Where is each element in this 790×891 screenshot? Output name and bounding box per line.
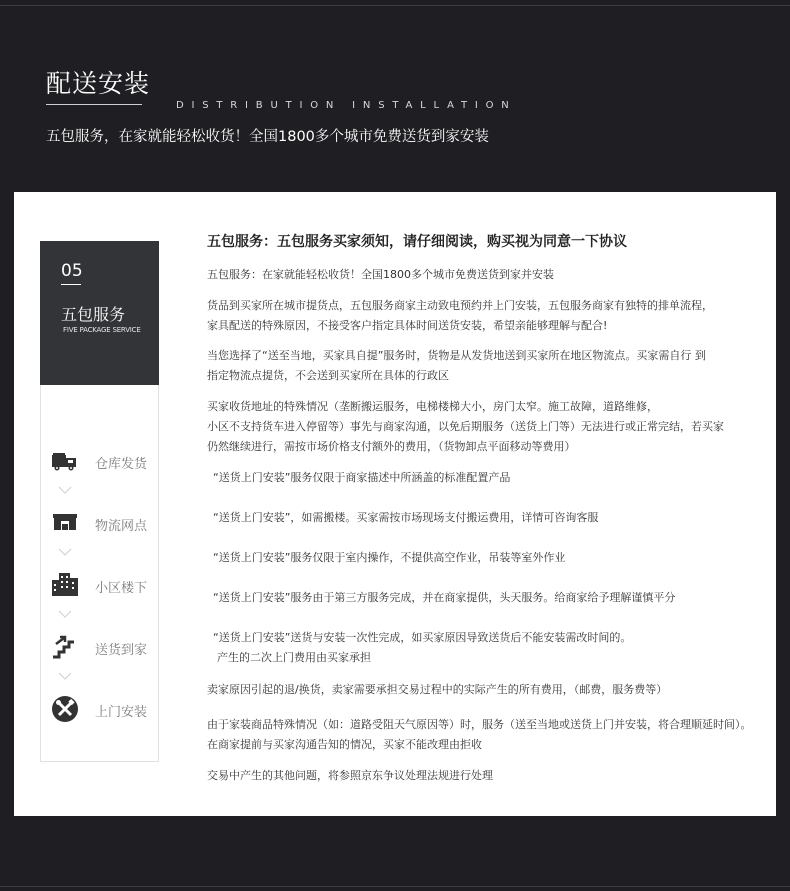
section-number: 05 [61,261,83,281]
terms-heading: 五包服务：五包服务买家须知，请仔细阅读，购买视为同意一下协议 [207,234,627,250]
step-warehouse [50,446,155,476]
terms-line: 产生的二次上门费用由买家承担 [217,651,371,664]
terms-line: 交易中产生的其他问题，将参照京东争议处理法规进行处理 [207,769,493,782]
step-home-delivery [50,632,155,662]
step-label: 仓库发货 [95,457,148,472]
terms-line: 货品到买家所在城市提货点，五包服务商家主动致电预约并上门安装，五包服务商家有独特的排单流程， [207,299,713,312]
number-underline [61,284,81,285]
section-tagline: 五包服务，在家就能轻松收货！全国1800多个城市免费送货到家安装 [46,129,489,145]
step-label: 物流网点 [95,519,148,534]
step-installation [50,694,155,724]
step-label: 小区楼下 [95,581,148,596]
terms-line: 由于家装商品特殊情况（如：道路受阻天气原因等）时，服务（送至当地或送货上门并安装，将合理顺延时间）。 [207,718,752,731]
terms-line: 买家收货地址的特殊情况（垄断搬运服务，电梯楼梯大小，房门太窄。施工故障，道路维修， [207,400,658,413]
terms-line: “送货上门安装”服务仅限于室内操作，不提供高空作业，吊装等室外作业 [213,551,566,564]
chevron-down-icon [58,609,72,619]
step-building [50,570,155,600]
chevron-down-icon [58,671,72,681]
stairs-delivery-icon [50,632,80,662]
section-subtitle-en: DISTRIBUTION INSTALLATION [176,100,517,111]
terms-line: 家具配送的特殊原因，不接受客户指定具体时间送货安装，希望亲能够理解与配合! [207,319,608,332]
step-label: 上门安装 [95,705,148,720]
tools-install-icon [50,694,80,724]
terms-line: 指定物流点提货，不会送到买家所在具体的行政区 [207,369,449,382]
terms-line: 卖家原因引起的退/换货，卖家需要承担交易过程中的实际产生的所有费用，（邮费，服务费等） [207,683,668,696]
chevron-down-icon [58,547,72,557]
top-divider [0,5,790,6]
step-label: 送货到家 [95,643,148,658]
section-title: 配送安装 [46,69,151,98]
terms-line: 小区不支持货车进入停留等）事先与商家沟通，以免后期服务（送货上门等）无法进行或正常完结，若买家 [207,420,724,433]
terms-line: “送货上门安装”送货与安装一次性完成，如买家原因导致送货后不能安装需改时间的。 [213,631,632,644]
terms-line: 五包服务：在家就能轻松收货！全国1800多个城市免费送货到家并安装 [207,268,554,281]
chevron-down-icon [58,485,72,495]
sidebar-header [40,241,159,385]
logistics-station-icon [50,508,80,538]
service-sidebar [40,241,159,762]
terms-line: “送货上门安装”服务仅限于商家描述中所涵盖的标准配置产品 [213,471,511,484]
title-underline [46,104,142,105]
sidebar-title-en: FIVE PACKAGE SERVICE [63,326,141,334]
sidebar-title: 五包服务 [61,305,126,324]
terms-line: 仍然继续进行，需按市场价格支付额外的费用，（货物卸点平面移动等费用） [207,440,576,453]
warehouse-truck-icon [50,446,80,476]
terms-line: 当您选择了“送至当地，买家具自提”服务时，货物是从发货地送到买家所在地区物流点。买家需自行 到 [207,349,706,362]
bottom-divider [0,886,790,887]
terms-line: “送货上门安装”，如需搬楼。买家需按市场现场支付搬运费用，详情可咨询客服 [213,511,599,524]
building-icon [50,570,80,600]
terms-line: 在商家提前与买家沟通告知的情况，买家不能改理由拒收 [207,738,482,751]
terms-line: “送货上门安装”服务由于第三方服务完成，并在商家提供，头天服务。给商家给予理解谨慎平分 [213,591,676,604]
service-panel [14,192,776,816]
step-logistics [50,508,155,538]
